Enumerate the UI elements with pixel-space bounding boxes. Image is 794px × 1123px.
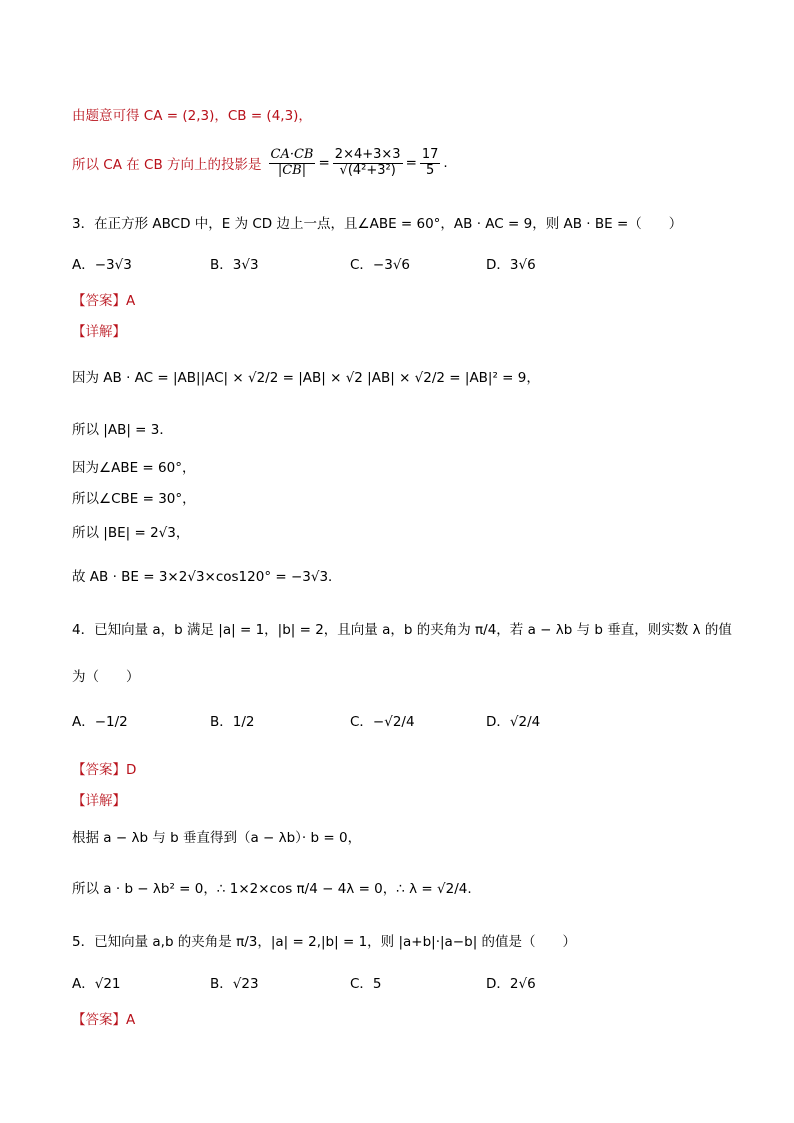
question-5-stem: 5．已知向量 a,b 的夹角是 π/3，|a| = 2,|b| = 1，则 |a+b|·|a−b| 的值是（ ） <box>72 934 577 950</box>
q3-option-a: A．−3√3 <box>72 257 132 273</box>
q5-option-a: A．√21 <box>72 976 121 992</box>
question-4-stem-line-1: 4．已知向量 a，b 满足 |a| = 1，|b| = 2，且向量 a，b 的夹角为 π/4，若 a − λb 与 b 垂直，则实数 λ 的值 <box>72 622 732 638</box>
q4-step-1: 根据 a − λb 与 b 垂直得到（a − λb）· b = 0， <box>72 830 362 846</box>
projection-fraction-values: $\frac{2\times 4+3\times 3}{\text{√(4²+3²)}}$ <box>334 147 401 178</box>
q3-answer: 【答案】A <box>72 293 136 309</box>
q3-step-5: 所以 |BE| = 2√3， <box>72 525 190 541</box>
q3-option-d: D．3√6 <box>486 257 536 273</box>
q3-detail-label: 【详解】 <box>72 324 126 340</box>
q5-option-b: B．√23 <box>210 976 259 992</box>
q5-option-c: C．5 <box>350 976 382 992</box>
solution-line-1 <box>72 104 312 124</box>
q4-step-2: 所以 a · b − λb² = 0，∴ 1×2×cos π/4 − 4λ = 0，∴ λ = √2/4. <box>72 881 472 897</box>
question-4-stem-line-2: 为（ ） <box>72 669 140 685</box>
solution-text: 所以 CA 在 CB 方向上的投影是 <box>72 157 262 174</box>
q3-option-b: B．3√3 <box>210 257 259 273</box>
q5-answer: 【答案】A <box>72 1012 136 1028</box>
projection-result: $\frac{17}{5}$ <box>421 147 439 178</box>
q4-option-b: B．1/2 <box>210 714 255 730</box>
solution-text: 由题意可得 CA = (2,3)，CB = (4,3)， <box>72 108 312 124</box>
q4-option-c: C．−√2/4 <box>350 714 415 730</box>
q3-step-4: 所以∠CBE = 30°， <box>72 491 196 507</box>
q3-step-2: 所以 |AB| = 3． <box>72 422 173 438</box>
solution-line-2: 所以 CA 在 CB 方向上的投影是 $\frac{CA\cdot CB}{|CB|}$ = $\frac{2\times 4+3\times 3}{\text{√(4²+3²)}}$ = $\frac{17}{5}$ . <box>72 147 448 178</box>
question-3-stem: 3．在正方形 ABCD 中，E 为 CD 边上一点，且∠ABE = 60°，AB · AC = 9，则 AB · BE =（ ） <box>72 216 683 232</box>
q4-answer: 【答案】D <box>72 762 137 778</box>
projection-fraction: $\frac{CA\cdot CB}{|CB|}$ <box>270 147 314 178</box>
q3-step-3: 因为∠ABE = 60°， <box>72 460 196 476</box>
q4-detail-label: 【详解】 <box>72 793 126 809</box>
q3-option-c: C．−3√6 <box>350 257 411 273</box>
q3-step-6: 故 AB · BE = 3×2√3×cos120° = −3√3． <box>72 569 342 585</box>
q3-step-1: 因为 AB · AC = |AB||AC| × √2/2 = |AB| × √2 |AB| × √2/2 = |AB|² = 9， <box>72 370 540 386</box>
q4-option-a: A．−1/2 <box>72 714 128 730</box>
q4-option-d: D．√2/4 <box>486 714 541 730</box>
q5-option-d: D．2√6 <box>486 976 536 992</box>
